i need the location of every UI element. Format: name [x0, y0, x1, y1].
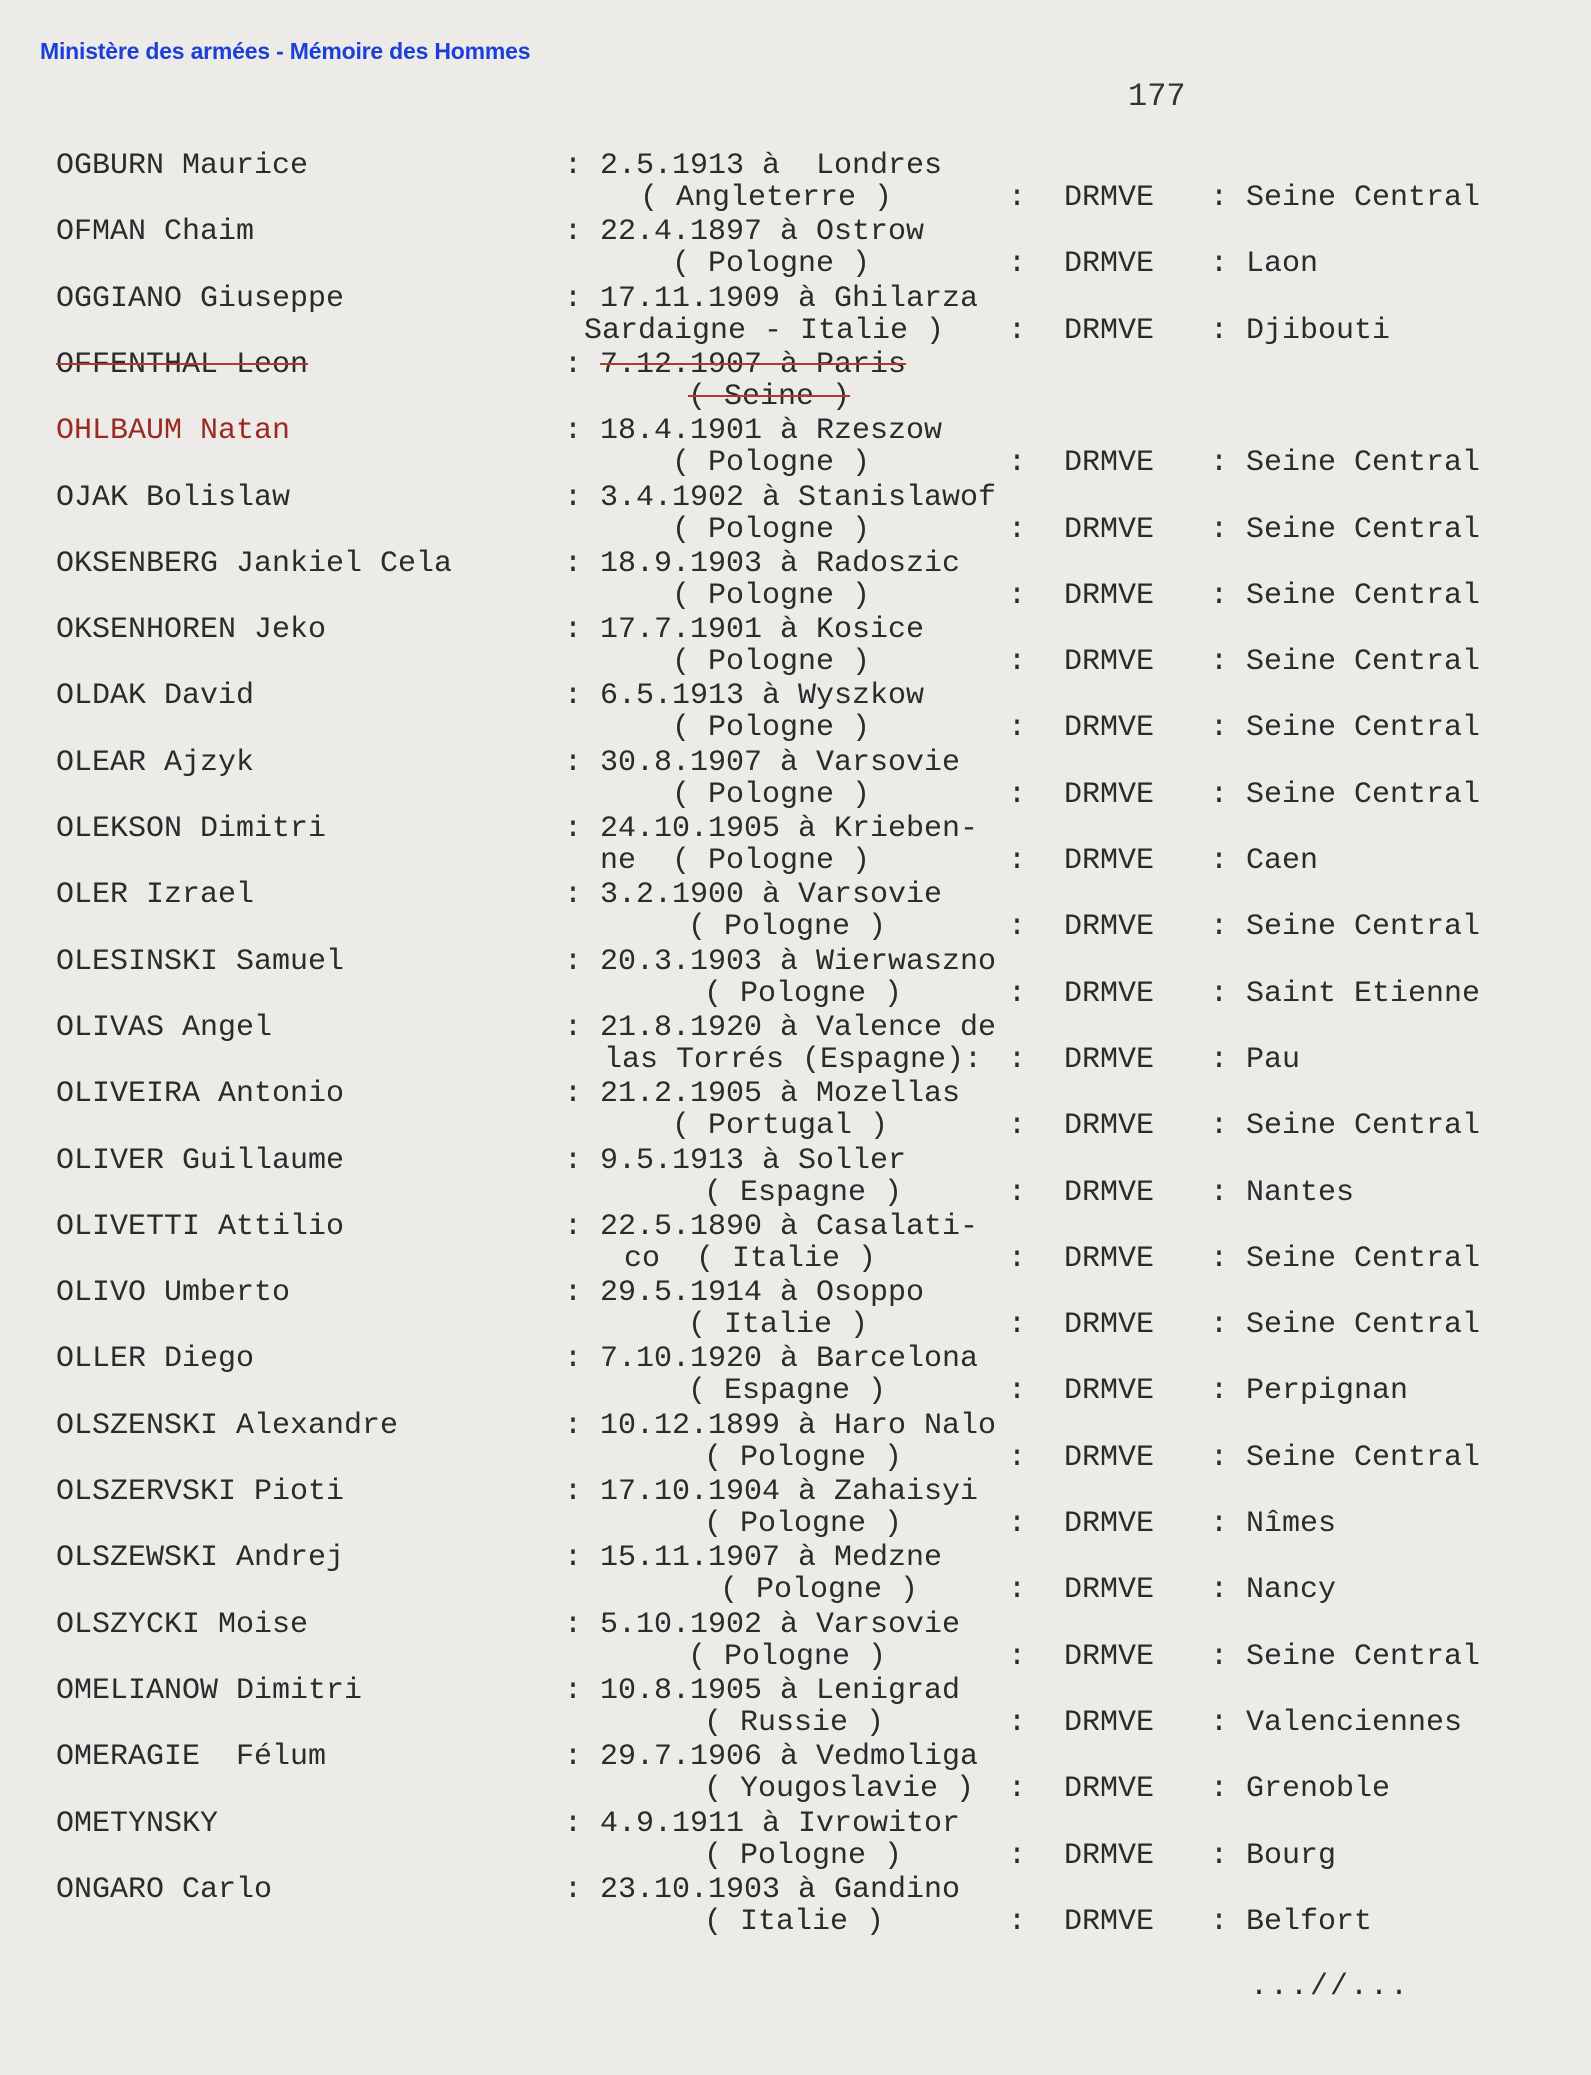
- separator-colon: :: [1210, 1308, 1229, 1343]
- separator-colon: :: [564, 1806, 583, 1841]
- separator-colon: :: [1008, 1241, 1027, 1276]
- record-name: OLSZEWSKI Andrej: [56, 1541, 345, 1576]
- office-code: DRMVE: [1064, 645, 1155, 680]
- separator-colon: :: [1008, 512, 1027, 547]
- separator-colon: :: [564, 1342, 583, 1377]
- birth-date-place: 17.10.1904 à Zahaisyi: [600, 1475, 979, 1509]
- separator-colon: :: [1008, 1904, 1027, 1939]
- record-row: [0, 946, 1591, 1012]
- separator-colon: :: [564, 1276, 583, 1311]
- separator-colon: :: [1210, 711, 1229, 746]
- office-code: DRMVE: [1064, 1109, 1155, 1144]
- birth-date-place: 10.8.1905 à Lenigrad: [600, 1673, 961, 1708]
- separator-colon: :: [1008, 976, 1027, 1011]
- office-code: DRMVE: [1064, 1705, 1155, 1740]
- birth-date-place: 22.5.1890 à Casalati-: [600, 1209, 979, 1244]
- birth-country: ( Russie ): [704, 1705, 885, 1740]
- birth-country: co ( Italie ): [624, 1241, 877, 1276]
- separator-colon: :: [1008, 1705, 1027, 1740]
- office-code: DRMVE: [1064, 1241, 1155, 1276]
- birth-date-place: 10.12.1899 à Haro Nalo: [600, 1408, 997, 1443]
- separator-colon: :: [1210, 645, 1229, 680]
- office-code: DRMVE: [1064, 1838, 1155, 1873]
- separator-colon: :: [1210, 313, 1229, 348]
- separator-colon: :: [1210, 247, 1229, 282]
- separator-colon: :: [1008, 645, 1027, 680]
- record-name: OFMAN Chaim: [56, 215, 255, 250]
- birth-date-place: 5.10.1902 à Varsovie: [600, 1607, 961, 1642]
- birth-country: las Torrés (Espagne):: [604, 1042, 983, 1077]
- separator-colon: :: [1008, 181, 1027, 215]
- record-row: [0, 283, 1591, 349]
- birth-country: ( Pologne ): [672, 446, 871, 481]
- assigned-location: Grenoble: [1246, 1772, 1391, 1807]
- separator-colon: :: [1008, 247, 1027, 282]
- record-row: [0, 216, 1591, 282]
- assigned-location: Seine Central: [1246, 1241, 1481, 1276]
- office-code: DRMVE: [1064, 512, 1155, 547]
- assigned-location: Caen: [1246, 844, 1319, 878]
- birth-country: ( Yougoslavie ): [704, 1772, 975, 1807]
- assigned-location: Seine Central: [1246, 181, 1481, 215]
- separator-colon: :: [1008, 1838, 1027, 1873]
- assigned-location: Seine Central: [1246, 1109, 1481, 1144]
- office-code: DRMVE: [1064, 844, 1155, 878]
- record-name: OMELIANOW Dimitri: [56, 1673, 363, 1708]
- office-code: DRMVE: [1064, 313, 1155, 348]
- separator-colon: :: [564, 480, 583, 515]
- birth-date-place: 20.3.1903 à Wierwaszno: [600, 944, 997, 979]
- separator-colon: :: [1210, 1042, 1229, 1077]
- assigned-location: Nantes: [1246, 1175, 1355, 1210]
- separator-colon: :: [564, 1408, 583, 1443]
- separator-colon: :: [564, 347, 583, 382]
- record-row: [0, 1410, 1591, 1476]
- record-row: [0, 680, 1591, 746]
- record-row: [0, 150, 1591, 216]
- separator-colon: :: [1008, 1308, 1027, 1343]
- birth-country: ( Espagne ): [704, 1175, 903, 1210]
- record-row: [0, 614, 1591, 680]
- separator-colon: :: [564, 812, 583, 846]
- separator-colon: :: [564, 1143, 583, 1178]
- separator-colon: :: [1210, 1705, 1229, 1740]
- separator-colon: :: [1210, 1573, 1229, 1608]
- record-name: OLDAK David: [56, 679, 255, 714]
- record-name: OLER Izrael: [56, 878, 255, 913]
- office-code: DRMVE: [1064, 777, 1155, 812]
- separator-colon: :: [564, 281, 583, 316]
- assigned-location: Pau: [1246, 1042, 1301, 1077]
- birth-country: ( Pologne ): [704, 1440, 903, 1475]
- birth-country: ( Pologne ): [672, 512, 871, 547]
- separator-colon: :: [1008, 844, 1027, 878]
- office-code: DRMVE: [1064, 1573, 1155, 1608]
- separator-colon: :: [1210, 910, 1229, 945]
- separator-colon: :: [1210, 578, 1229, 613]
- birth-country: ( Angleterre ): [640, 181, 893, 215]
- separator-colon: :: [564, 215, 583, 250]
- record-row: [0, 879, 1591, 945]
- birth-date-place: 21.2.1905 à Mozellas: [600, 1077, 961, 1112]
- office-code: DRMVE: [1064, 247, 1155, 282]
- assigned-location: Valenciennes: [1246, 1705, 1463, 1740]
- birth-date-place: 7.12.1907 à Paris: [600, 347, 907, 382]
- record-name: OKSENHOREN Jeko: [56, 613, 327, 648]
- assigned-location: Perpignan: [1246, 1374, 1409, 1409]
- birth-country: ( Pologne ): [672, 645, 871, 680]
- assigned-location: Seine Central: [1246, 910, 1481, 945]
- birth-country: ( Pologne ): [688, 910, 887, 945]
- assigned-location: Seine Central: [1246, 1440, 1481, 1475]
- record-row: [0, 1012, 1591, 1078]
- record-name: OLIVETTI Attilio: [56, 1209, 345, 1244]
- record-row: [0, 415, 1591, 481]
- separator-colon: :: [564, 1077, 583, 1112]
- birth-date-place: 3.4.1902 à Stanislawof: [600, 480, 997, 515]
- record-row: [0, 1078, 1591, 1144]
- separator-colon: :: [1008, 1374, 1027, 1409]
- record-name: OLEAR Ajzyk: [56, 745, 255, 780]
- assigned-location: Seine Central: [1246, 1308, 1481, 1343]
- separator-colon: :: [1210, 1507, 1229, 1541]
- archive-watermark: Ministère des armées - Mémoire des Hommes: [40, 38, 531, 64]
- separator-colon: :: [1210, 512, 1229, 547]
- office-code: DRMVE: [1064, 1308, 1155, 1343]
- separator-colon: :: [564, 1673, 583, 1708]
- record-name: OLIVO Umberto: [56, 1276, 291, 1311]
- birth-date-place: 15.11.1907 à Medzne: [600, 1541, 943, 1576]
- birth-date-place: 17.7.1901 à Kosice: [600, 613, 925, 648]
- birth-date-place: 3.2.1900 à Varsovie: [600, 878, 943, 913]
- assigned-location: Nîmes: [1246, 1507, 1337, 1541]
- separator-colon: :: [1210, 1772, 1229, 1807]
- record-name: OGGIANO Giuseppe: [56, 281, 345, 316]
- record-row: [0, 1609, 1591, 1675]
- separator-colon: :: [1210, 844, 1229, 878]
- separator-colon: :: [564, 1541, 583, 1576]
- separator-colon: :: [564, 1209, 583, 1244]
- birth-date-place: 22.4.1897 à Ostrow: [600, 215, 925, 250]
- separator-colon: :: [1210, 1838, 1229, 1873]
- separator-colon: :: [1210, 1440, 1229, 1475]
- office-code: DRMVE: [1064, 578, 1155, 613]
- separator-colon: :: [564, 1740, 583, 1775]
- birth-country: ( Pologne ): [672, 247, 871, 282]
- separator-colon: :: [1008, 313, 1027, 348]
- record-name: OFFENTHAL Leon: [56, 347, 309, 382]
- separator-colon: :: [1210, 1109, 1229, 1144]
- separator-colon: :: [564, 1475, 583, 1509]
- office-code: DRMVE: [1064, 1175, 1155, 1210]
- separator-colon: :: [564, 149, 583, 183]
- separator-colon: :: [1210, 976, 1229, 1011]
- birth-date-place: 29.7.1906 à Vedmoliga: [600, 1740, 979, 1775]
- assigned-location: Seine Central: [1246, 446, 1481, 481]
- continuation-mark: ...//...: [1250, 1970, 1411, 2004]
- birth-country: ( Italie ): [688, 1308, 869, 1343]
- record-name: OLESINSKI Samuel: [56, 944, 345, 979]
- office-code: DRMVE: [1064, 1374, 1155, 1409]
- separator-colon: :: [1008, 910, 1027, 945]
- separator-colon: :: [564, 414, 583, 449]
- record-name: OMERAGIE Félum: [56, 1740, 327, 1775]
- assigned-location: Seine Central: [1246, 645, 1481, 680]
- separator-colon: :: [1210, 181, 1229, 215]
- separator-colon: :: [564, 944, 583, 979]
- birth-date-place: 23.10.1903 à Gandino: [600, 1872, 961, 1907]
- record-name: OMETYNSKY: [56, 1806, 219, 1841]
- page-number: 177: [1128, 78, 1186, 115]
- record-row: [0, 1874, 1591, 1940]
- assigned-location: Seine Central: [1246, 711, 1481, 746]
- birth-country: ( Espagne ): [688, 1374, 887, 1409]
- separator-colon: :: [1210, 1639, 1229, 1674]
- office-code: DRMVE: [1064, 1042, 1155, 1077]
- separator-colon: :: [564, 745, 583, 780]
- record-row: [0, 1343, 1591, 1409]
- birth-date-place: 9.5.1913 à Soller: [600, 1143, 907, 1178]
- office-code: DRMVE: [1064, 976, 1155, 1011]
- separator-colon: :: [564, 1872, 583, 1907]
- birth-country: ( Pologne ): [672, 578, 871, 613]
- assigned-location: Nancy: [1246, 1573, 1337, 1608]
- separator-colon: :: [564, 546, 583, 581]
- record-name: OKSENBERG Jankiel Cela: [56, 546, 453, 581]
- birth-country: ( Pologne ): [672, 777, 871, 812]
- record-row: [0, 813, 1591, 879]
- assigned-location: Seine Central: [1246, 777, 1481, 812]
- record-row: [0, 747, 1591, 813]
- birth-country: ( Portugal ): [672, 1109, 889, 1144]
- record-row: [0, 1145, 1591, 1211]
- record-name: OLIVAS Angel: [56, 1010, 273, 1045]
- record-row: [0, 349, 1591, 415]
- birth-country: ( Pologne ): [704, 1507, 903, 1541]
- assigned-location: Bourg: [1246, 1838, 1337, 1873]
- separator-colon: :: [1008, 1042, 1027, 1077]
- office-code: DRMVE: [1064, 446, 1155, 481]
- record-name: OLEKSON Dimitri: [56, 812, 327, 846]
- separator-colon: :: [1008, 1507, 1027, 1541]
- office-code: DRMVE: [1064, 711, 1155, 746]
- separator-colon: :: [564, 878, 583, 913]
- assigned-location: Seine Central: [1246, 1639, 1481, 1674]
- record-row: [0, 1476, 1591, 1542]
- assigned-location: Seine Central: [1246, 512, 1481, 547]
- separator-colon: :: [1210, 1904, 1229, 1939]
- record-name: OHLBAUM Natan: [56, 414, 291, 449]
- record-name: OLSZYCKI Moise: [56, 1607, 309, 1642]
- record-name: OLSZERVSKI Pioti: [56, 1475, 345, 1509]
- separator-colon: :: [1210, 446, 1229, 481]
- separator-colon: :: [564, 613, 583, 648]
- office-code: DRMVE: [1064, 1772, 1155, 1807]
- record-name: OLIVEIRA Antonio: [56, 1077, 345, 1112]
- record-row: [0, 1277, 1591, 1343]
- separator-colon: :: [1008, 1772, 1027, 1807]
- record-row: [0, 1675, 1591, 1741]
- birth-date-place: 7.10.1920 à Barcelona: [600, 1342, 979, 1377]
- record-name: ONGARO Carlo: [56, 1872, 273, 1907]
- birth-date-place: 29.5.1914 à Osoppo: [600, 1276, 925, 1311]
- separator-colon: :: [1008, 446, 1027, 481]
- birth-date-place: 2.5.1913 à Londres: [600, 149, 943, 183]
- separator-colon: :: [1210, 1175, 1229, 1210]
- birth-date-place: 17.11.1909 à Ghilarza: [600, 281, 979, 316]
- record-row: [0, 482, 1591, 548]
- birth-date-place: 24.10.1905 à Krieben-: [600, 812, 979, 846]
- office-code: DRMVE: [1064, 1904, 1155, 1939]
- birth-country: ne ( Pologne ): [600, 844, 871, 878]
- office-code: DRMVE: [1064, 1639, 1155, 1674]
- office-code: DRMVE: [1064, 1440, 1155, 1475]
- separator-colon: :: [1008, 1573, 1027, 1608]
- office-code: DRMVE: [1064, 181, 1155, 215]
- office-code: DRMVE: [1064, 910, 1155, 945]
- record-row: [0, 1808, 1591, 1874]
- separator-colon: :: [1008, 1440, 1027, 1475]
- record-row: [0, 1741, 1591, 1807]
- birth-date-place: 4.9.1911 à Ivrowitor: [600, 1806, 961, 1841]
- record-name: OLSZENSKI Alexandre: [56, 1408, 399, 1443]
- separator-colon: :: [1008, 1109, 1027, 1144]
- birth-country: ( Italie ): [704, 1904, 885, 1939]
- birth-country: Sardaigne - Italie ): [584, 313, 945, 348]
- separator-colon: :: [564, 1607, 583, 1642]
- separator-colon: :: [564, 1010, 583, 1045]
- assigned-location: Djibouti: [1246, 313, 1391, 348]
- record-name: OLLER Diego: [56, 1342, 255, 1377]
- birth-country: ( Pologne ): [672, 711, 871, 746]
- separator-colon: :: [1008, 1639, 1027, 1674]
- separator-colon: :: [1210, 1241, 1229, 1276]
- record-name: OLIVER Guillaume: [56, 1143, 345, 1178]
- birth-country: ( Pologne ): [704, 976, 903, 1011]
- record-row: [0, 548, 1591, 614]
- assigned-location: Seine Central: [1246, 578, 1481, 613]
- separator-colon: :: [1008, 711, 1027, 746]
- birth-date-place: 18.4.1901 à Rzeszow: [600, 414, 943, 449]
- office-code: DRMVE: [1064, 1507, 1155, 1541]
- birth-date-place: 30.8.1907 à Varsovie: [600, 745, 961, 780]
- birth-country: ( Pologne ): [720, 1573, 919, 1608]
- assigned-location: Belfort: [1246, 1904, 1373, 1939]
- birth-country: ( Pologne ): [704, 1838, 903, 1873]
- birth-date-place: 21.8.1920 à Valence de: [600, 1010, 997, 1045]
- separator-colon: :: [1008, 1175, 1027, 1210]
- separator-colon: :: [1210, 1374, 1229, 1409]
- birth-country: ( Pologne ): [688, 1639, 887, 1674]
- assigned-location: Laon: [1246, 247, 1319, 282]
- record-name: OGBURN Maurice: [56, 149, 309, 183]
- birth-country: ( Seine ): [688, 379, 851, 414]
- separator-colon: :: [1210, 777, 1229, 812]
- record-row: [0, 1542, 1591, 1608]
- separator-colon: :: [564, 679, 583, 714]
- birth-date-place: 18.9.1903 à Radoszic: [600, 546, 961, 581]
- separator-colon: :: [1008, 777, 1027, 812]
- assigned-location: Saint Etienne: [1246, 976, 1481, 1011]
- record-name: OJAK Bolislaw: [56, 480, 291, 515]
- birth-date-place: 6.5.1913 à Wyszkow: [600, 679, 925, 714]
- separator-colon: :: [1008, 578, 1027, 613]
- record-row: [0, 1211, 1591, 1277]
